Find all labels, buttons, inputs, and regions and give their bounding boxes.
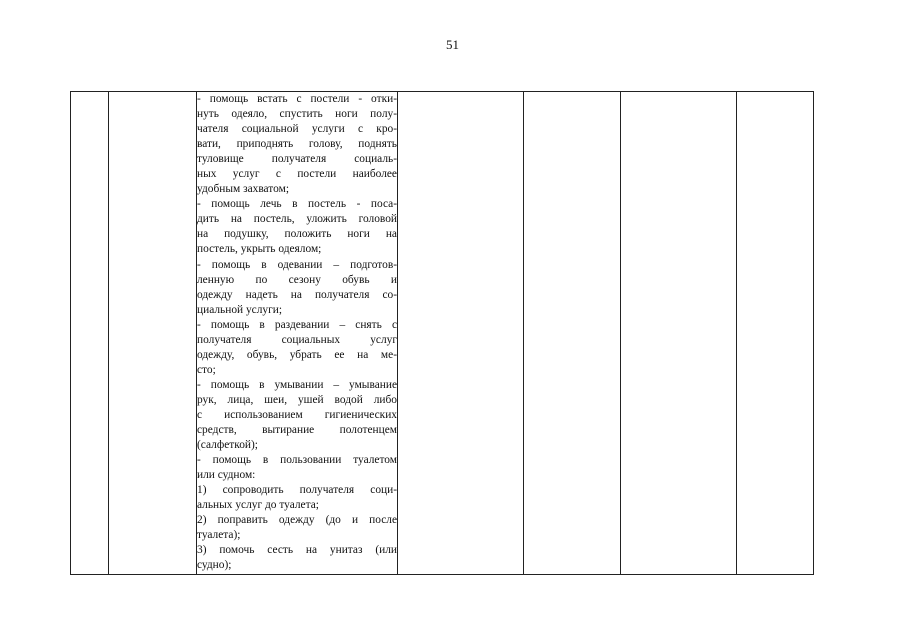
description-line: нуть одеяло, спустить ноги полу-: [197, 108, 397, 121]
description-line: ных услуг с постели наиболее: [197, 168, 397, 181]
table-cell-empty: [398, 92, 524, 575]
description-line: постель, укрыть одеялом;: [197, 243, 322, 256]
table-cell-empty: [737, 92, 814, 575]
description-line: 3) помочь сесть на унитаз (или: [197, 544, 397, 557]
description-line: - помощь встать с постели - отки-: [197, 93, 397, 105]
description-line: 2) поправить одежду (до и после: [197, 514, 397, 527]
service-description: [197, 92, 397, 574]
table-cell-service-name: [109, 92, 197, 575]
description-line: получателя социальных услуг: [197, 333, 397, 346]
description-line: одежду, обувь, убрать ее на ме-: [197, 348, 397, 361]
description-line: с использованием гигиенических: [197, 408, 397, 421]
description-line: - помощь лечь в постель - поса-: [197, 198, 397, 211]
description-line: судно);: [197, 559, 232, 572]
description-line: - помощь в раздевании – снять с: [197, 318, 397, 331]
description-line: средств, вытирание полотенцем: [197, 424, 397, 437]
table-cell-number: [71, 92, 109, 575]
page-number: 51: [446, 37, 459, 52]
description-line: вати, приподнять голову, поднять: [197, 138, 397, 151]
table-row: [71, 92, 814, 575]
description-line: рук, лица, шеи, ушей водой либо: [197, 393, 397, 406]
description-line: альных услуг до туалета;: [197, 499, 319, 512]
description-line: туалета);: [197, 529, 241, 542]
description-line: на подушку, положить ноги на: [197, 228, 397, 241]
description-line: - помощь в одевании – подготов-: [197, 258, 397, 271]
description-line: чателя социальной услуги с кро-: [197, 123, 397, 136]
description-line: или судном:: [197, 469, 256, 482]
description-line: 1) сопроводить получателя соци-: [197, 484, 397, 497]
table-cell-empty: [524, 92, 621, 575]
description-line: удобным захватом;: [197, 183, 289, 196]
description-line: - помощь в умывании – умывание: [197, 378, 397, 391]
services-table: [70, 91, 814, 575]
description-line: циальной услуги;: [197, 303, 283, 316]
description-line: (салфеткой);: [197, 439, 258, 452]
table-cell-empty: [621, 92, 737, 575]
table-cell-service-description: [197, 92, 398, 575]
description-line: - помощь в пользовании туалетом: [197, 454, 397, 467]
description-line: туловище получателя социаль-: [197, 153, 397, 166]
description-line: сто;: [197, 363, 216, 376]
description-line: одежду надеть на получателя со-: [197, 288, 397, 301]
description-line: дить на постель, уложить головой: [197, 213, 397, 226]
description-line: ленную по сезону обувь и: [197, 273, 397, 286]
